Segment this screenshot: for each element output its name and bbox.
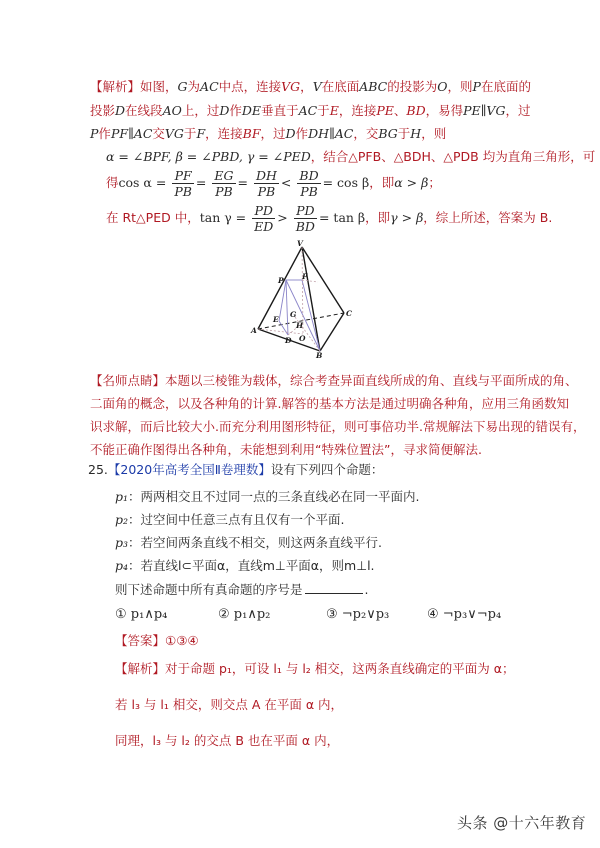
answer-blank — [305, 581, 363, 594]
question-prompt: 则下述命题中所有真命题的序号是 . — [115, 582, 369, 597]
teacher-note-line-4: 不能正确作图得出各种角，未能想到利用“特殊位置法”，寻求简便解法. — [90, 442, 482, 457]
fraction: $\frac{EG}{PB}$ — [214, 168, 234, 199]
fraction: $\frac{PD}{ED}$ — [254, 203, 274, 234]
answer-value: ①③④ — [165, 633, 199, 648]
proposition-p1: p₁：两两相交且不过同一点的三条直线必在同一平面内. — [115, 489, 420, 504]
teacher-note-line-1: 【名师点睛】本题以三棱锥为载体，综合考查异面直线所成的角、直线与平面所成的角、 — [90, 373, 578, 388]
label-b: B — [316, 351, 323, 360]
teacher-note-line-3: 识求解，而后比较大小.而充分利用图形特征，则可事倍功半.常规解法下易出现的错误有， — [90, 419, 586, 434]
label-p: P — [278, 276, 284, 285]
analysis-line-1: 【解析】如图，G为AC中点，连接VG，V在底面ABC的投影为O，则P在底面的 — [90, 79, 531, 94]
analysis-line-3: P作PF∥AC交VG于F，连接BF，过D作DH∥AC，交BG于H，则 — [90, 126, 447, 141]
watermark: 头条 @十六年教育 — [457, 814, 587, 832]
label-a: A — [251, 326, 257, 335]
q25-analysis-line-2: 若 l₃ 与 l₁ 相交，则交点 A 在平面 α 内， — [115, 697, 344, 712]
analysis-tag: 【解析】 — [90, 79, 141, 94]
label-e: E — [273, 315, 279, 324]
option-1: ① p₁∧p₄ — [115, 607, 168, 622]
fraction: $\frac{PF}{PB}$ — [174, 168, 192, 199]
proposition-p3: p₃：若空间两条直线不相交，则这两条直线平行. — [115, 535, 383, 550]
teacher-note-tag: 【名师点睛】 — [90, 373, 166, 388]
teacher-note-line-2: 二面角的概念，以及各种角的计算.解答的基本方法是通过明确各种角，应用三角函数知 — [90, 396, 569, 411]
fraction: $\frac{BD}{PB}$ — [299, 168, 319, 199]
label-d: D — [285, 336, 292, 345]
label-g: G — [290, 310, 297, 319]
option-2: ② p₁∧p₂ — [218, 607, 271, 622]
answer-tag: 【答案】 — [115, 633, 166, 648]
answer-line — [115, 633, 199, 649]
question-stem: 设有下列四个命题： — [270, 462, 384, 477]
label-o: O — [299, 334, 306, 343]
question-source: 【2020年高考全国Ⅱ卷理数】 — [107, 462, 271, 477]
option-4: ④ ¬p₃∨¬p₄ — [427, 607, 502, 622]
label-h: H — [296, 321, 304, 330]
label-v: V — [297, 240, 303, 248]
option-3: ③ ¬p₂∨p₃ — [326, 607, 390, 622]
label-f: F — [302, 272, 308, 281]
question-25-header — [88, 462, 383, 478]
analysis-line-2: 投影D在线段AO上，过D作DE垂直于AC于E，连接PE、BD，易得PE∥VG，过 — [90, 103, 531, 118]
proposition-p2: p₂：过空间中任意三点有且仅有一个平面. — [115, 512, 345, 527]
angle-definitions: α = ∠BPF, β = ∠PBD, γ = ∠PED — [106, 149, 311, 164]
q25-analysis-line-3: 同理，l₃ 与 l₂ 的交点 B 也在平面 α 内， — [115, 733, 340, 748]
analysis-line-6: 在 Rt△PED 中，tan γ = $\frac{PD}{ED}$ > $\frac{PD}{BD}$ = tan β，即γ > β，综上所述，答案为 B. — [106, 203, 553, 234]
proposition-p4: p₄：若直线l⊂平面α，直线m⊥平面α，则m⊥l. — [115, 558, 375, 573]
fraction: $\frac{DH}{PB}$ — [255, 168, 277, 199]
fraction: $\frac{PD}{BD}$ — [295, 203, 315, 234]
q25-analysis-line-1: 【解析】对于命题 p₁，可设 l₁ 与 l₂ 相交，这两条直线确定的平面为 α； — [115, 661, 515, 676]
analysis-line-4: α = ∠BPF, β = ∠PBD, γ = ∠PED，结合△PFB、△BDH、△PDB 均为直角三角形，可 — [106, 149, 596, 164]
label-c: C — [346, 309, 352, 318]
question-number: 25. — [88, 462, 108, 477]
tetrahedron-figure — [250, 240, 370, 360]
analysis-tag: 【解析】 — [115, 661, 166, 676]
analysis-line-5: 得cos α = $\frac{PF}{PB}$ = $\frac{EG}{PB}$ = $\frac{DH}{PB}$ < $\frac{BD}{PB}$ = cos β，即α > β； — [106, 168, 441, 199]
